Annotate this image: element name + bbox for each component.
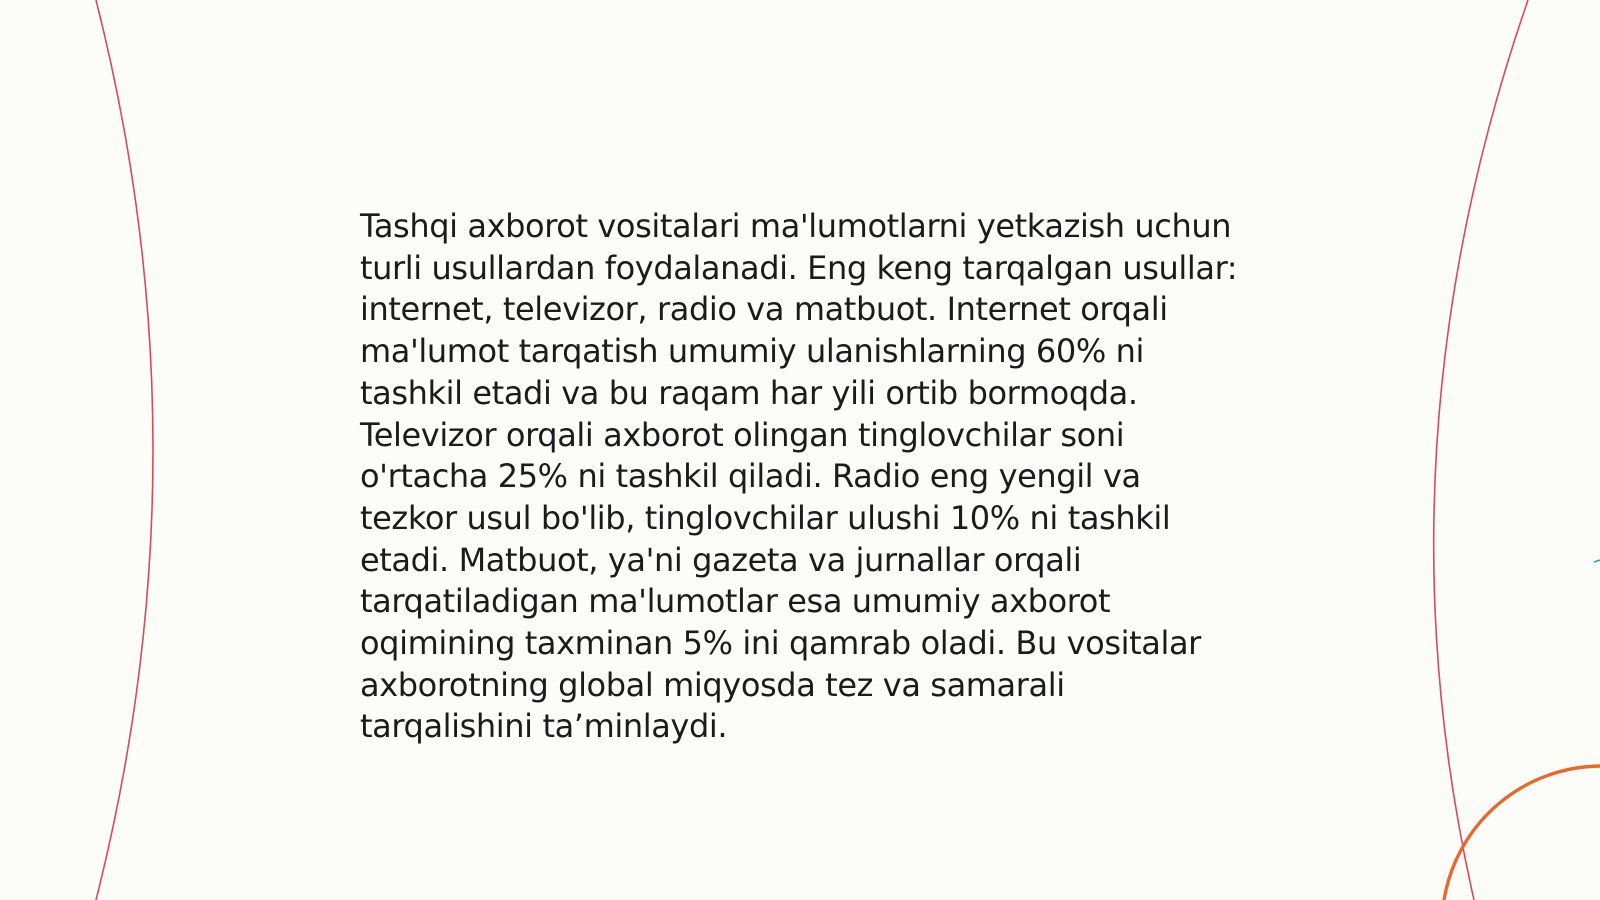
body-paragraph: Tashqi axborot vositalari ma'lumotlarni yetkazish uchun turli usullardan foydalanadi. Eng keng tarqalgan usullar: internet, televizor, radio va matbuot. Internet orqali ma'lumot tarqatish umumiy ulanishlarning 60% ni tashkil etadi va bu raqam har yili ortib bormoqda. Televizor orqali axborot olingan tinglovchilar soni o'rtacha 25% ni tashkil qiladi. Radio eng yengil va tezkor usul bo'lib, tinglovchilar ulushi 10% ni tashkil etadi. Matbuot, ya'ni gazeta va jurnallar orqali tarqatiladigan ma'lumotlar esa umumiy axborot oqimining taxminan 5% ini qamrab oladi. Bu vositalar axborotning global miqyosda tez va samarali tarqalishini ta’minlaydi. <box>360 207 1238 746</box>
orange-circle-arc <box>1444 766 1600 900</box>
right-arc <box>1434 0 1528 900</box>
left-arc <box>96 0 153 900</box>
blue-accent-mark <box>1594 560 1600 562</box>
